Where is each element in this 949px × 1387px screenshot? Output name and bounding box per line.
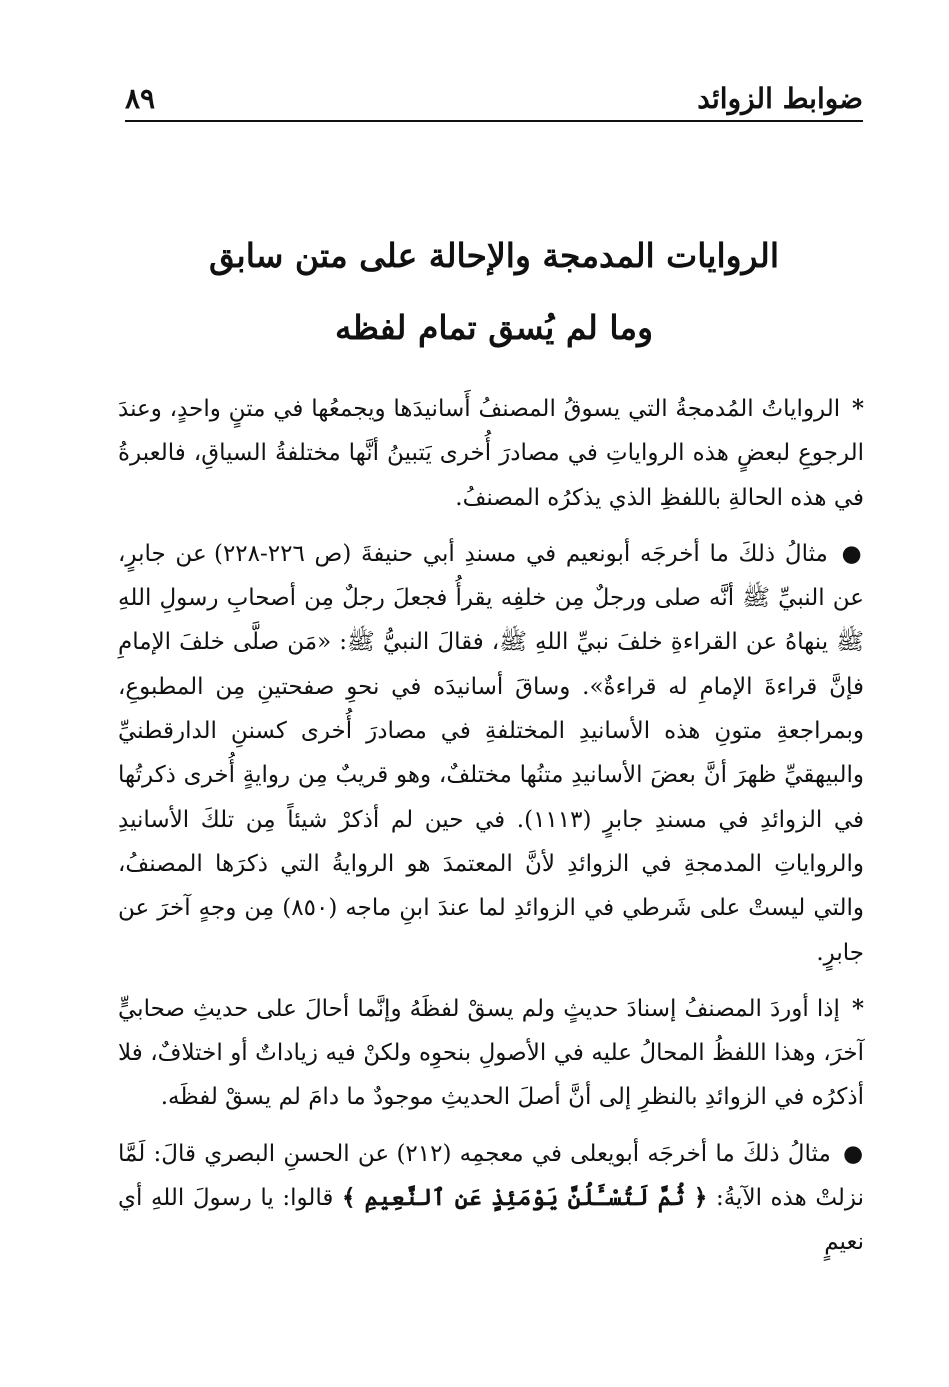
body-text: [118, 387, 864, 1265]
paragraph-rule-referenced-text: [118, 987, 864, 1120]
chapter-title-line-2: وما لم يُسق تمام لفظه: [334, 308, 654, 347]
running-header-title: ضوابط الزوائد: [697, 82, 863, 115]
bullet-marker: ●: [843, 1139, 864, 1167]
paragraph-text: إذا أوردَ المصنفُ إسنادَ حديثٍ ولم يسقْ لفظَهُ وإنَّما أحالَ على حديثِ صحابيٍّ آخرَ، وهذا اللفظُ المحالُ عليه في الأصولِ بنحوِه ولكنْ فيه زياداتٌ أو اختلافٌ، فلا أذكرُه في الزوائدِ بالنظرِ إلى أنَّ أصلَ الحديثِ موجودٌ ما دامَ لم يسقْ لفظَه.: [118, 995, 864, 1111]
bullet-marker: ●: [841, 539, 864, 567]
paragraph-rule-merged-narrations: [118, 387, 864, 520]
quran-verse: ﴿ ثُمَّ لَتُسْـَٔلُنَّ يَوْمَئِذٍ عَنِ ٱلنَّعِيمِ ﴾: [341, 1184, 708, 1212]
paragraph-text: مثالُ ذلكَ ما أخرجَه أبويعلى في معجمِه (٢١٢) عن الحسنِ البصري قالَ: لَمَّا نزلتْ هذه الآيةُ:: [118, 1140, 865, 1212]
page-number: ٨٩: [125, 82, 156, 115]
asterisk-marker: *: [851, 395, 864, 422]
running-header: [125, 78, 863, 124]
chapter-title-line-1: الروايات المدمجة والإحالة على متن سابق: [209, 236, 779, 275]
paragraph-example-abu-yala: [118, 1132, 864, 1265]
paragraph-example-abu-nuaym: [118, 532, 864, 975]
paragraph-text: الرواياتُ المُدمجةُ التي يسوقُ المصنفُ أَسانيدَها ويجمعُها في متنٍ واحدٍ، وعندَ الرجوعِ لبعضٍ هذه الرواياتِ في مصادرَ أُخرى يَتبينُ أنَّها مختلفةُ السياقِ، فالعبرةُ في هذه الحالةِ باللفظِ الذي يذكرُه المصنفُ.: [118, 396, 864, 511]
paragraph-text-tail: قالوا: يا رسولَ اللهِ أي نعيمٍ: [118, 1185, 864, 1256]
header-rule: [125, 120, 863, 122]
paragraph-text: مثالُ ذلكَ ما أخرجَه أبونعيم في مسندِ أبي حنيفةَ (ص ٢٢٦-٢٢٨) عن جابرٍ، عن النبيِّ ﷺ أنَّه صلى ورجلٌ مِن خلفِه يقرأُ فجعلَ رجلٌ مِن أصحابِ رسولِ اللهِ ﷺ ينهاهُ عن القراءةِ خلفَ نبيِّ اللهِ ﷺ، فقالَ النبيُّ ﷺ: «مَن صلَّى خلفَ الإمامِ فإنَّ قراءةَ الإمامِ له قراءةٌ». وساقَ أسانيدَه في نحوِ صفحتينِ مِن المطبوعِ، وبمراجعةِ متونِ هذه الأسانيدِ المختلفةِ في مصادرَ أُخرى كسننِ الدارقطنيِّ والبيهقيِّ ظهرَ أنَّ بعضَ الأسانيدِ متنُها مختلفٌ، وهو قريبٌ مِن روايةٍ أُخرى ذكرتُها في الزوائدِ في مسندِ جابرٍ (١١١٣). في حين لم أذكرْ شيئاً مِن تلكَ الأسانيدِ والرواياتِ المدمجةِ في الزوائدِ لأنَّ المعتمدَ هو الروايةُ التي ذكرَها المصنفُ، والتي ليستْ على شَرطي في الزوائدِ لما عندَ ابنِ ماجه (٨٥٠) مِن وجهٍ آخرَ عن جابرٍ.: [118, 540, 864, 966]
asterisk-marker: *: [851, 994, 864, 1022]
